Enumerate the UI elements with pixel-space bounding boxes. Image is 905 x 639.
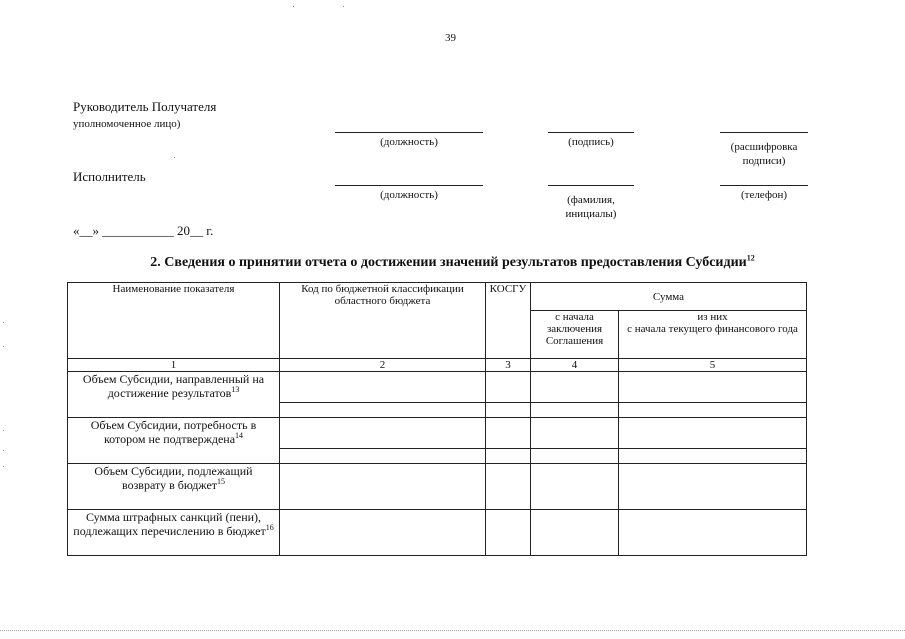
authorized-label: уполномоченное лицо) [73,118,181,130]
since-start-cell[interactable] [531,449,619,464]
current-year-cell[interactable] [619,464,807,510]
scan-speck [293,6,294,7]
indicator-label: Сумма штрафных санкций (пени), подлежащих перечислению в бюджет [73,510,266,538]
indicator-header: Наименование показателя [68,283,280,359]
indicator-footnote: 14 [235,431,244,440]
kosgu-cell[interactable] [486,372,531,403]
section-title [0,255,905,271]
position-caption: (должность) [380,136,438,148]
scan-speck [3,450,4,451]
of-which-label: из них [697,311,728,323]
section-title-text: 2. Сведения о принятии отчета о достижении значений результатов предоставления Субсидии [150,255,747,270]
kosgu-cell[interactable] [486,510,531,556]
since-start-cell[interactable] [531,464,619,510]
scan-speck [3,322,4,323]
scan-speck [3,430,4,431]
position-line [335,132,483,133]
indicator-label: Объем Субсидии, подлежащий возврату в бюджет [94,464,253,492]
signature-line [548,132,634,133]
executor-name-line [548,185,634,186]
indicator-cell [68,510,280,556]
executor-position-caption: (должность) [380,189,438,201]
header-row [68,283,807,311]
transcript-line [720,132,808,133]
table-row [68,418,807,449]
column-number-row [68,359,807,372]
head-label: Руководитель Получателя [73,99,217,114]
executor-phone-caption: (телефон) [740,189,788,201]
kosgu-cell[interactable] [486,449,531,464]
scan-speck [343,6,344,7]
indicator-cell [68,372,280,418]
budget-code-cell[interactable] [280,372,486,403]
column-number: 2 [280,359,486,372]
indicator-label: Объем Субсидии, направленный на достижение результатов [82,372,265,400]
date-line: «__» ___________ 20__ г. [73,223,214,238]
section-title-footnote: 12 [746,253,755,263]
table-row [68,372,807,403]
sum-header: Сумма [531,283,807,311]
transcript-caption: (расшифровка подписи) [730,141,798,167]
scan-speck [3,466,4,467]
budget-code-cell[interactable] [280,510,486,556]
kosgu-header: КОСГУ [486,283,531,359]
indicator-footnote: 13 [231,385,240,394]
executor-position-line [335,185,483,186]
since-start-header: с начала заключения Соглашения [531,311,619,359]
current-year-cell[interactable] [619,372,807,403]
budget-code-cell[interactable] [280,418,486,449]
budget-code-cell[interactable] [280,449,486,464]
column-number: 3 [486,359,531,372]
signature-caption: (подпись) [568,136,614,148]
kosgu-cell[interactable] [486,464,531,510]
page-number: 39 [445,32,456,44]
since-start-cell[interactable] [531,418,619,449]
column-number: 1 [68,359,280,372]
table-row [68,464,807,510]
executor-phone-line [720,185,808,186]
indicator-footnote: 16 [265,523,274,532]
budget-code-cell[interactable] [280,403,486,418]
scan-speck [174,157,175,158]
report-table [67,282,807,556]
since-start-cell[interactable] [531,372,619,403]
of-which-header [619,311,807,359]
current-year-label: с начала текущего финансового года [627,323,798,335]
indicator-cell [68,464,280,510]
budget-code-header: Код по бюджетной классификации областного бюджета [280,283,486,359]
scan-edge-line [0,630,905,631]
executor-label: Исполнитель [73,169,146,184]
indicator-label: Объем Субсидии, потребность в котором не подтверждена [90,418,257,446]
table-row [68,510,807,556]
budget-code-cell[interactable] [280,464,486,510]
column-number: 5 [619,359,807,372]
kosgu-cell[interactable] [486,418,531,449]
current-year-cell[interactable] [619,403,807,418]
executor-name-caption: (фамилия, инициалы) [565,194,617,220]
since-start-cell[interactable] [531,403,619,418]
current-year-cell[interactable] [619,510,807,556]
indicator-footnote: 15 [217,477,226,486]
since-start-cell[interactable] [531,510,619,556]
kosgu-cell[interactable] [486,403,531,418]
indicator-cell [68,418,280,464]
current-year-cell[interactable] [619,418,807,449]
column-number: 4 [531,359,619,372]
current-year-cell[interactable] [619,449,807,464]
scan-speck [3,346,4,347]
